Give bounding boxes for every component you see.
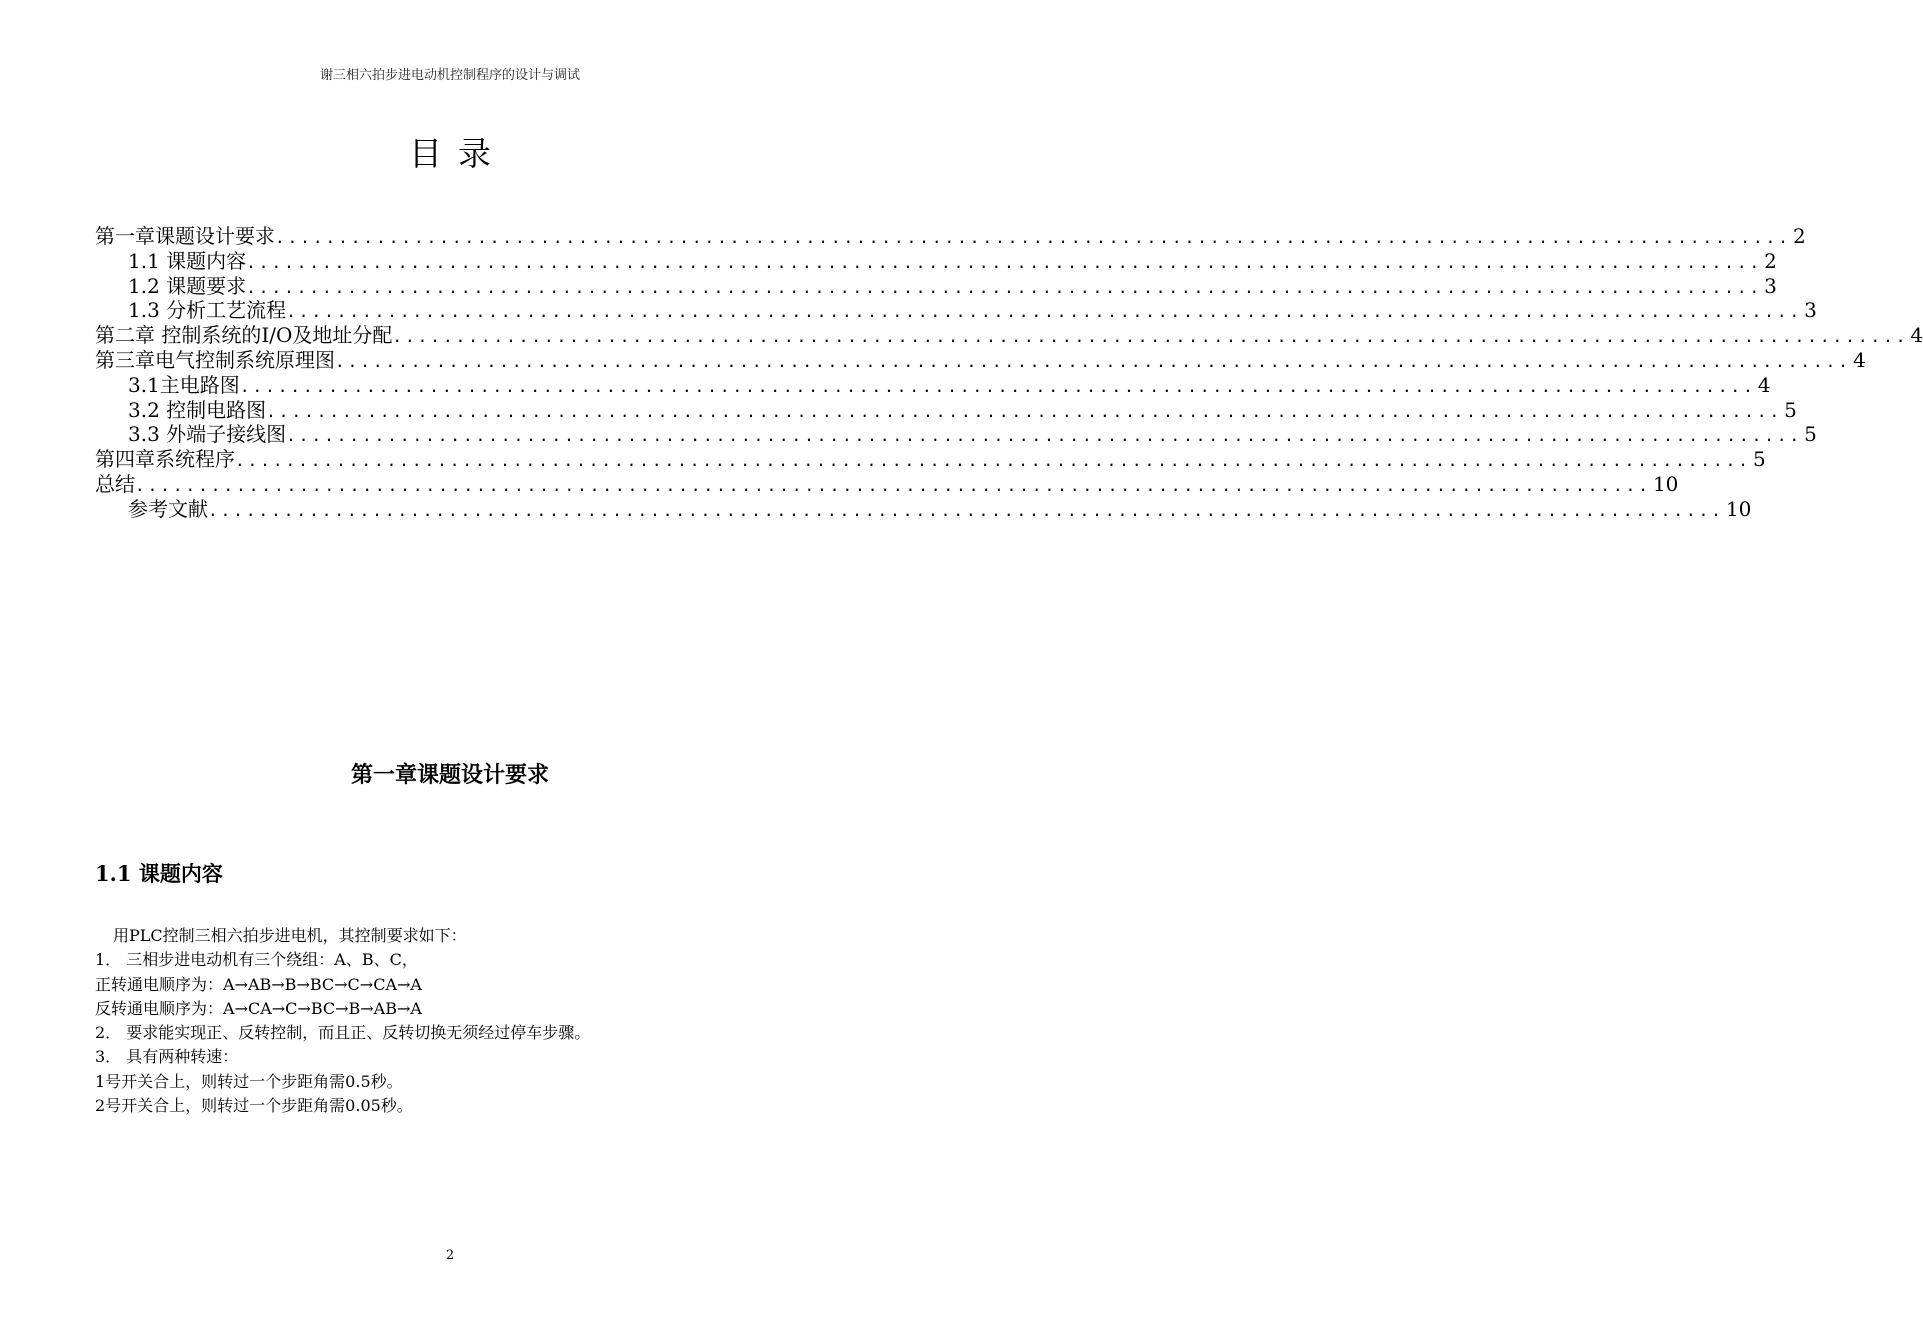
toc-entry[interactable]: [95, 298, 1817, 323]
toc-entry-label: 第二章 控制系统的I/O及地址分配: [95, 323, 393, 348]
toc-leader-dots: ........................................................................................................................: [286, 426, 1803, 446]
toc-leader-dots: ........................................................................................................................: [235, 451, 1751, 471]
toc-leader-dots: ........................................................................................................................: [246, 277, 1763, 297]
paragraph: 用PLC控制三相六拍步进电机，其控制要求如下：: [113, 926, 467, 945]
toc-entry-page: 5: [1784, 397, 1797, 422]
chapter-heading: 第一章课题设计要求: [350, 762, 549, 788]
toc-leader-dots: ........................................................................................................................: [266, 401, 1783, 421]
toc-entry[interactable]: [95, 248, 1777, 274]
toc-entry-label: 1.1 课题内容: [128, 248, 247, 273]
page-number: 2: [445, 1248, 455, 1263]
toc-leader-dots: ........................................................................................................................: [246, 252, 1763, 272]
toc-entry-label: 3.3 外端子接线图: [128, 422, 287, 447]
toc-leader-dots: ........................................................................................................................: [275, 228, 1791, 247]
toc-entry-page: 5: [1804, 422, 1817, 447]
table-of-contents: [95, 224, 1923, 522]
toc-entry[interactable]: [95, 273, 1777, 299]
toc-entry-label: 3.2 控制电路图: [128, 397, 267, 422]
toc-entry-page: 10: [1725, 496, 1752, 521]
toc-entry-page: 10: [1652, 471, 1679, 496]
toc-leader-dots: ........................................................................................................................: [286, 302, 1803, 322]
paragraph: 反转通电顺序为：A→CA→C→BC→B→AB→A: [95, 998, 422, 1018]
toc-entry-page: 4: [1852, 347, 1866, 372]
toc-entry-page: 3: [1764, 273, 1777, 298]
toc-entry[interactable]: [95, 323, 1923, 348]
toc-entry[interactable]: [95, 422, 1817, 447]
toc-entry-page: 2: [1792, 224, 1806, 248]
toc-entry[interactable]: [95, 224, 1806, 249]
toc-title: 目录: [409, 134, 507, 173]
toc-leader-dots: ........................................................................................................................: [392, 327, 1909, 347]
toc-entry[interactable]: [95, 372, 1771, 398]
toc-entry[interactable]: [95, 397, 1797, 423]
page-header: 谢三相六拍步进电动机控制程序的设计与调试: [319, 68, 580, 83]
toc-entry[interactable]: [95, 471, 1679, 497]
toc-entry-page: 4: [1757, 372, 1771, 397]
toc-entry[interactable]: [95, 347, 1866, 373]
toc-entry-label: 第一章课题设计要求: [95, 224, 275, 248]
toc-entry-label: 总结: [95, 471, 135, 496]
toc-entry-label: 参考文献: [128, 496, 208, 521]
toc-entry-label: 3.1主电路图: [128, 372, 240, 397]
paragraph: 正转通电顺序为：A→AB→B→BC→C→CA→A: [95, 974, 422, 994]
toc-entry-label: 1.2 课题要求: [128, 273, 247, 298]
toc-leader-dots: ........................................................................................................................: [208, 500, 1724, 520]
section-heading: 1.1 课题内容: [95, 861, 223, 886]
toc-entry-label: 第三章电气控制系统原理图: [95, 347, 335, 372]
toc-leader-dots: ........................................................................................................................: [135, 475, 1651, 495]
paragraph: 1． 三相步进电动机有三个绕组：A、B、C，: [95, 950, 418, 970]
toc-entry[interactable]: [95, 447, 1766, 472]
paragraph: 1号开关合上，则转过一个步距角需0.5秒。: [95, 1071, 403, 1091]
toc-leader-dots: ........................................................................................................................: [335, 351, 1851, 371]
toc-entry-label: 1.3 分析工艺流程: [128, 298, 287, 323]
toc-entry-page: 4: [1910, 323, 1923, 348]
toc-entry-page: 2: [1764, 248, 1777, 273]
paragraph: 2号开关合上，则转过一个步距角需0.05秒。: [95, 1096, 413, 1116]
toc-entry-label: 第四章系统程序: [95, 447, 235, 472]
toc-entry-page: 5: [1752, 447, 1766, 472]
section-body: [95, 924, 855, 1118]
paragraph: 2． 要求能实现正、反转控制，而且正、反转切换无须经过停车步骤。: [95, 1023, 591, 1043]
paragraph: 3． 具有两种转速：: [95, 1047, 239, 1067]
toc-leader-dots: ........................................................................................................................: [239, 376, 1756, 396]
toc-entry-page: 3: [1804, 298, 1817, 323]
toc-entry[interactable]: [95, 496, 1752, 522]
